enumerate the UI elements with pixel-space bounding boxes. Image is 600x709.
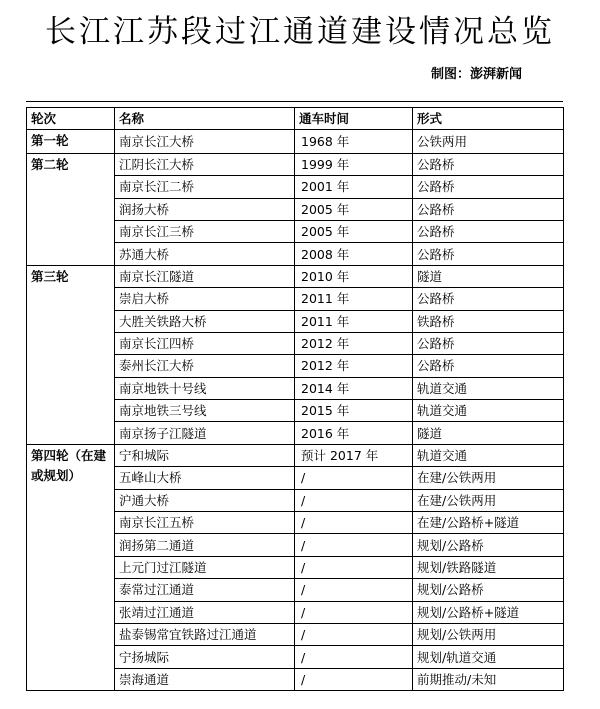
form-cell: 规划/铁路隧道 (413, 556, 564, 578)
form-cell: 隧道 (413, 265, 564, 287)
name-cell: 盐泰锡常宜铁路过江通道 (115, 623, 295, 645)
table-row (27, 265, 564, 287)
name-cell: 南京长江四桥 (115, 332, 295, 354)
name-cell: 南京长江隧道 (115, 265, 295, 287)
year-cell: / (295, 623, 413, 645)
form-cell: 规划/公路桥+隧道 (413, 601, 564, 623)
year-cell: 2016 年 (295, 422, 413, 444)
year-cell: / (295, 579, 413, 601)
year-cell: / (295, 534, 413, 556)
form-cell: 公路桥 (413, 176, 564, 198)
year-cell: 2012 年 (295, 332, 413, 354)
form-cell: 公路桥 (413, 220, 564, 242)
header-round: 轮次 (27, 108, 115, 130)
name-cell: 大胜关铁路大桥 (115, 310, 295, 332)
name-cell: 崇海通道 (115, 668, 295, 690)
year-cell: 2012 年 (295, 355, 413, 377)
year-cell: 2008 年 (295, 243, 413, 265)
form-cell: 公铁两用 (413, 130, 564, 153)
header-name: 名称 (115, 108, 295, 130)
name-cell: 南京长江大桥 (115, 130, 295, 153)
form-cell: 轨道交通 (413, 377, 564, 399)
name-cell: 南京长江二桥 (115, 176, 295, 198)
year-cell: 1999 年 (295, 153, 413, 175)
name-cell: 南京地铁十号线 (115, 377, 295, 399)
round-cell: 第四轮（在建或规划） (27, 444, 115, 690)
form-cell: 规划/公路桥 (413, 579, 564, 601)
header-year: 通车时间 (295, 108, 413, 130)
year-cell: 2015 年 (295, 400, 413, 422)
year-cell: 2005 年 (295, 198, 413, 220)
name-cell: 泰常过江通道 (115, 579, 295, 601)
form-cell: 隧道 (413, 422, 564, 444)
name-cell: 上元门过江隧道 (115, 556, 295, 578)
table-row (27, 153, 564, 175)
form-cell: 公路桥 (413, 332, 564, 354)
year-cell: 2011 年 (295, 310, 413, 332)
form-cell: 公路桥 (413, 243, 564, 265)
form-cell: 铁路桥 (413, 310, 564, 332)
year-cell: / (295, 467, 413, 489)
name-cell: 南京地铁三号线 (115, 400, 295, 422)
year-cell: 2014 年 (295, 377, 413, 399)
top-rule (26, 101, 563, 102)
year-cell: 1968 年 (295, 130, 413, 153)
form-cell: 公路桥 (413, 355, 564, 377)
form-cell: 规划/公铁两用 (413, 623, 564, 645)
name-cell: 南京长江五桥 (115, 512, 295, 534)
name-cell: 南京扬子江隧道 (115, 422, 295, 444)
form-cell: 公路桥 (413, 288, 564, 310)
name-cell: 崇启大桥 (115, 288, 295, 310)
form-cell: 在建/公路桥+隧道 (413, 512, 564, 534)
name-cell: 沪通大桥 (115, 489, 295, 511)
year-cell: / (295, 556, 413, 578)
name-cell: 宁和城际 (115, 444, 295, 466)
form-cell: 规划/公路桥 (413, 534, 564, 556)
table-row (27, 444, 564, 466)
form-cell: 在建/公铁两用 (413, 489, 564, 511)
form-cell: 轨道交通 (413, 444, 564, 466)
year-cell: / (295, 646, 413, 668)
round-cell: 第三轮 (27, 265, 115, 444)
round-cell: 第一轮 (27, 130, 115, 153)
table-body (27, 130, 564, 691)
header-form: 形式 (413, 108, 564, 130)
form-cell: 规划/轨道交通 (413, 646, 564, 668)
name-cell: 五峰山大桥 (115, 467, 295, 489)
form-cell: 前期推动/未知 (413, 668, 564, 690)
table-header-row (27, 108, 564, 130)
page-title: 长江江苏段过江通道建设情况总览 (45, 14, 555, 50)
form-cell: 在建/公铁两用 (413, 467, 564, 489)
round-cell: 第二轮 (27, 153, 115, 265)
form-cell: 公路桥 (413, 153, 564, 175)
credit-line: 制图：澎湃新闻 (431, 67, 523, 82)
year-cell: / (295, 489, 413, 511)
name-cell: 南京长江三桥 (115, 220, 295, 242)
year-cell: 2005 年 (295, 220, 413, 242)
name-cell: 润扬大桥 (115, 198, 295, 220)
year-cell: 2001 年 (295, 176, 413, 198)
table-row (27, 130, 564, 153)
year-cell: 预计 2017 年 (295, 444, 413, 466)
year-cell: / (295, 668, 413, 690)
name-cell: 张靖过江通道 (115, 601, 295, 623)
year-cell: 2010 年 (295, 265, 413, 287)
year-cell: 2011 年 (295, 288, 413, 310)
name-cell: 润扬第二通道 (115, 534, 295, 556)
form-cell: 公路桥 (413, 198, 564, 220)
form-cell: 轨道交通 (413, 400, 564, 422)
name-cell: 江阴长江大桥 (115, 153, 295, 175)
name-cell: 苏通大桥 (115, 243, 295, 265)
year-cell: / (295, 512, 413, 534)
name-cell: 泰州长江大桥 (115, 355, 295, 377)
year-cell: / (295, 601, 413, 623)
crossings-table (26, 107, 564, 691)
name-cell: 宁扬城际 (115, 646, 295, 668)
